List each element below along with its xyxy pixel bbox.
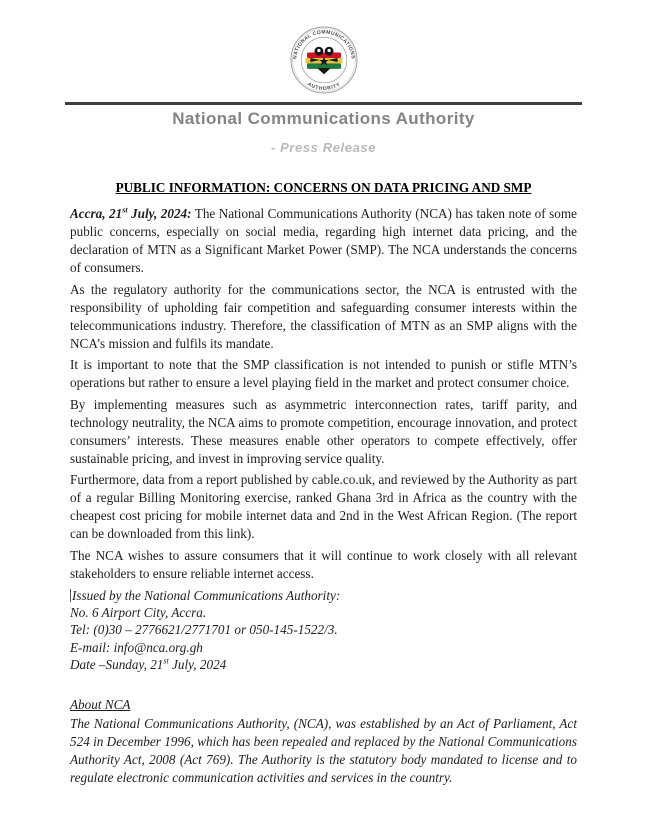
paragraph-dateline — [70, 205, 577, 277]
paragraph-text: The National Communications Authority (NCA) has taken note of some public concerns, especially on social media, regarding high internet data pricing, and the declaration of MTN as a Significant Market Power (SMP). The NCA understands the concerns of consumers. — [70, 206, 577, 275]
header-divider — [65, 102, 582, 105]
press-release-label: - Press Release — [270, 140, 377, 155]
email-line: E-mail: info@nca.org.gh — [70, 639, 203, 655]
paragraph: It is important to note that the SMP classification is not intended to punish or stifle MTN’s operations but rather to ensure a level playing field in the market and protect consumer choice. — [70, 357, 577, 390]
address-line: No. 6 Airport City, Accra. — [70, 604, 207, 620]
date-suffix: July, 2024 — [168, 657, 227, 673]
dateline-ordinal: st — [122, 205, 128, 215]
date-line — [70, 656, 577, 673]
contact-block — [70, 587, 577, 674]
dateline-prefix: Accra, 21 — [70, 206, 123, 221]
paragraph: The NCA wishes to assure consumers that it will continue to work closely with all relevant stakeholders to ensure reliable internet access. — [70, 547, 577, 581]
document-title: PUBLIC INFORMATION: CONCERNS ON DATA PRICING AND SMP — [115, 180, 532, 195]
nca-seal-icon — [290, 26, 358, 94]
about-body: The National Communications Authority, (NCA), was established by an Act of Parliament, Act 524 in December 1996, which has been repealed and replaced by the National Communications Authority Act, 2008 (Act 769). The Authority is the statutory body mandated to license and to regulate electronic communication activities and services in the country. — [70, 715, 577, 785]
document-header — [0, 26, 647, 155]
org-name-heading: National Communications Authority — [172, 109, 475, 128]
about-heading: About NCA — [70, 696, 131, 712]
nca-logo — [0, 26, 647, 96]
paragraph: By implementing measures such as asymmetric interconnection rates, tariff parity, and technology neutrality, the NCA aims to promote competition, encourage innovation, and protect consumers’ interests. These measures enable other operators to compete effectively, offer sustainable pricing, and invest in improving service quality. — [70, 396, 577, 466]
about-section — [70, 697, 577, 787]
date-prefix: Date –Sunday, 21 — [70, 657, 164, 673]
dateline-suffix: July, 2024: — [127, 206, 192, 221]
paragraph: Furthermore, data from a report published by cable.co.uk, and reviewed by the Authority as part of a regular Billing Monitoring exercise, ranked Ghana 3rd in Africa as the country with the cheapest cost pricing for mobile internet data and 2nd in the West African Region. (The report can be downloaded from this link). — [70, 472, 577, 541]
dateline — [70, 206, 192, 221]
logo-top-text: NATIONAL COMMUNICATIONS — [291, 29, 356, 60]
logo-bottom-text: AUTHORITY — [305, 81, 342, 92]
text-cursor — [70, 589, 71, 602]
telephone-line: Tel: (0)30 – 2776621/2771701 or 050-145-1522/3. — [70, 622, 338, 638]
issued-by-line — [70, 587, 577, 604]
document-body — [0, 180, 647, 787]
date-ordinal: st — [163, 656, 169, 666]
paragraph: As the regulatory authority for the communications sector, the NCA is entrusted with the responsibility of upholding fair competition and safeguarding consumer interests within the telecommunications industry. Therefore, the classification of MTN as an SMP aligns with the NCA’s mission and fulfils its mandate. — [70, 281, 577, 351]
issued-by-text: Issued by the National Communications Authority: — [72, 587, 341, 603]
